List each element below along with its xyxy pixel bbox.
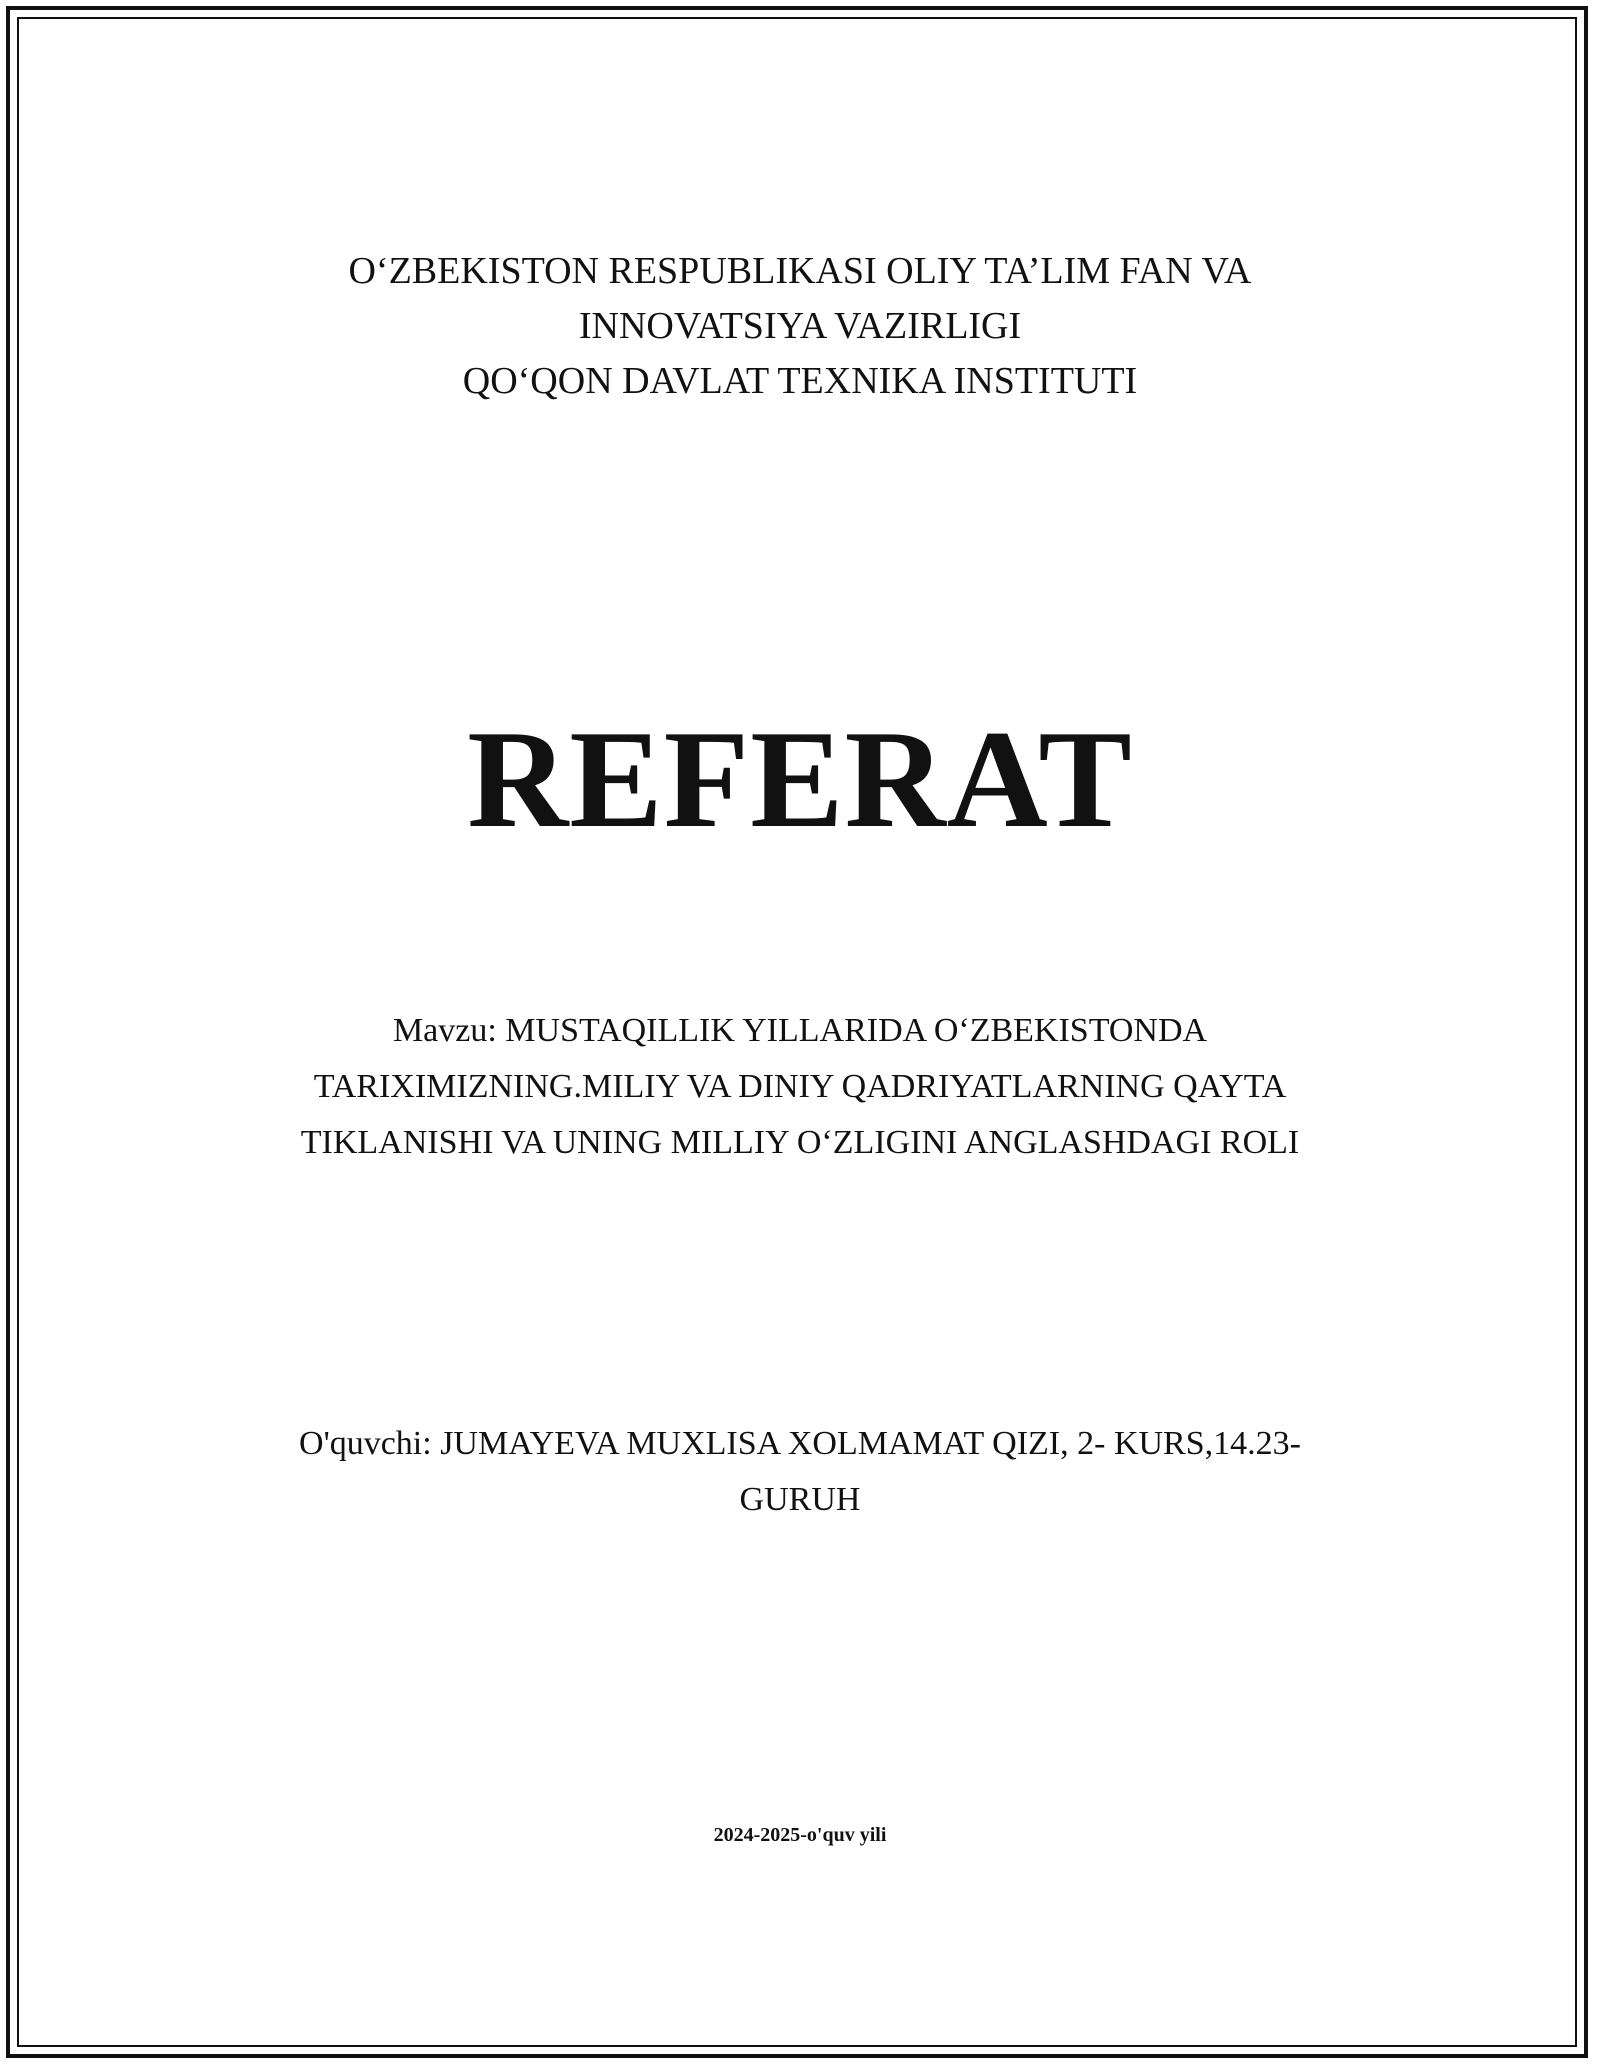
document-title: REFERAT <box>467 702 1133 857</box>
student-block <box>0 1416 1600 1528</box>
topic-line-3: TIKLANISHI VA UNING MILLIY O‘ZLIGINI ANGLASHDAGI ROLI <box>300 1124 1300 1161</box>
header-line-1: O‘ZBEKISTON RESPUBLIKASI OLIY TA’LIM FAN VA <box>348 250 1252 292</box>
topic-line-1: Mavzu: MUSTAQILLIK YILLARIDA O‘ZBEKISTONDA <box>392 1012 1208 1049</box>
topic-block <box>0 1003 1600 1171</box>
header-line-2: INNOVATSIYA VAZIRLIGI <box>578 305 1022 347</box>
institution-header <box>0 244 1600 409</box>
topic-line-2: TARIXIMIZNING.MILIY VA DINIY QADRIYATLARNING QAYTA <box>313 1068 1287 1105</box>
student-line-1: O'quvchi: JUMAYEVA MUXLISA XOLMAMAT QIZI, 2- KURS,14.23- <box>299 1425 1301 1462</box>
student-line-2: GURUH <box>739 1481 861 1518</box>
academic-year: 2024-2025-o'quv yili <box>713 1824 887 1846</box>
header-line-3: QO‘QON DAVLAT TEXNIKA INSTITUTI <box>462 360 1138 402</box>
